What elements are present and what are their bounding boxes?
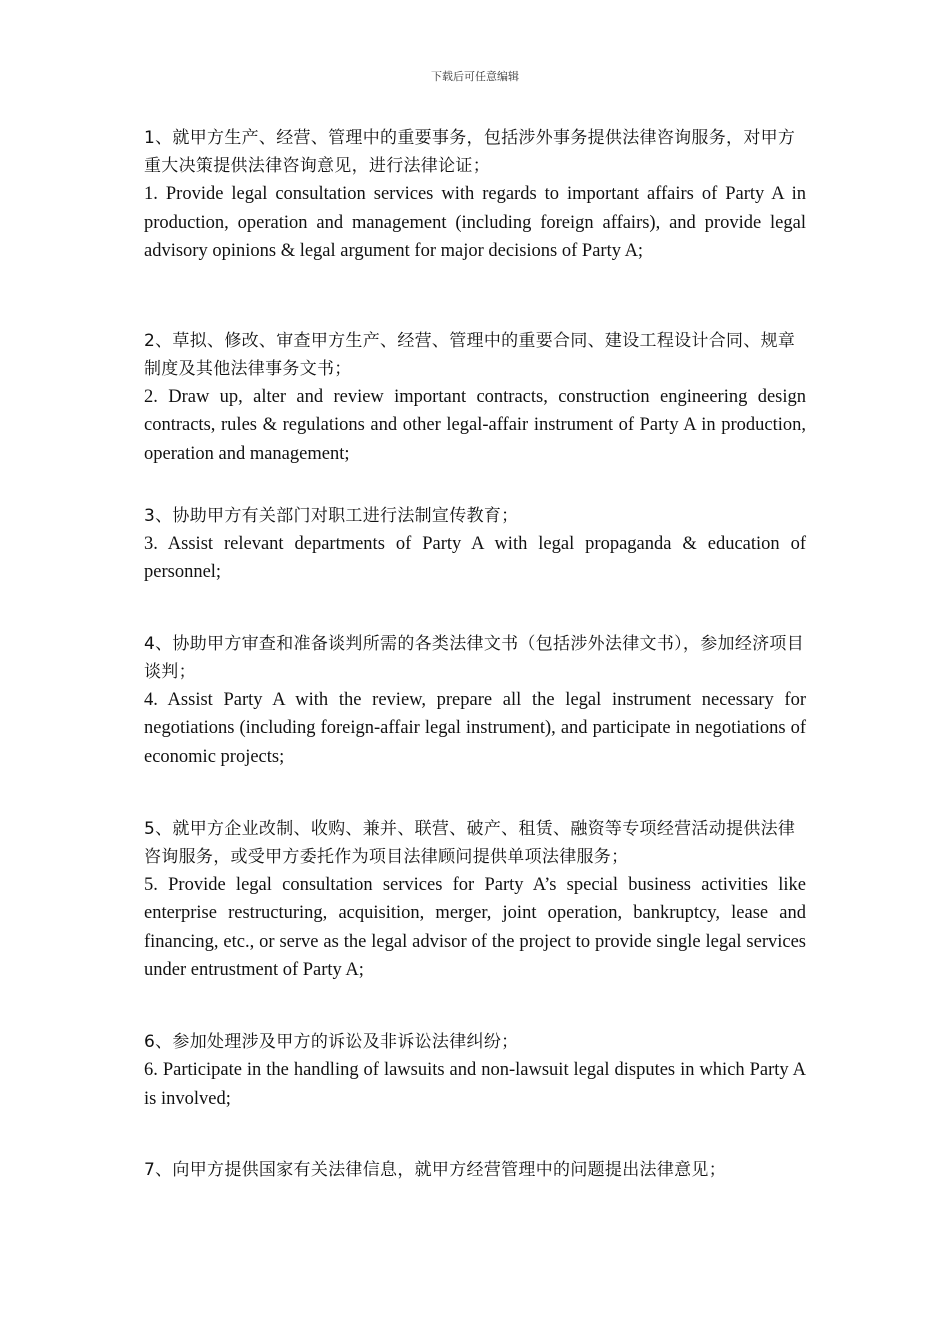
page-header-note: 下载后可任意编辑: [431, 70, 519, 83]
clause-5-english: 5. Provide legal consultation services for Party A’s special business activities like enterprise restructuring, acquisition, merger, joint operation, bankruptcy, lease and financing, etc., or serve as the legal advisor of the project to provide single legal services under entrustment of Party A;: [144, 874, 806, 981]
clause-7-chinese: 7、向甲方提供国家有关法律信息，就甲方经营管理中的问题提出法律意见；: [144, 1160, 727, 1181]
clause-6-english: 6. Participate in the handling of lawsuits and non-lawsuit legal disputes in which Party A is involved;: [144, 1059, 806, 1109]
clause-2-english: 2. Draw up, alter and review important contracts, construction engineering design contracts, rules & regulations and other legal-affair instrument of Party A in production, operation and management;: [144, 386, 806, 464]
clause-1-english: 1. Provide legal consultation services with regards to important affairs of Party A in production, operation and management (including foreign affairs), and provide legal advisory opinions & legal argument for major decisions of Party A;: [144, 184, 806, 262]
clause-7: [144, 1156, 806, 1184]
clause-5-chinese: 5、就甲方企业改制、收购、兼并、联营、破产、租赁、融资等专项经营活动提供法律咨询服务，或受甲方委托作为项目法律顾问提供单项法律服务；: [144, 818, 796, 867]
clause-6: [144, 1028, 806, 1113]
document-body: [144, 124, 806, 1184]
clause-3: [144, 502, 806, 587]
clause-4: [144, 630, 806, 772]
clause-6-chinese: 6、参加处理涉及甲方的诉讼及非诉讼法律纠纷；: [144, 1031, 519, 1052]
clause-4-chinese: 4、协助甲方审查和准备谈判所需的各类法律文书（包括涉外法律文书），参加经济项目谈判；: [144, 633, 805, 682]
clause-1-chinese: 1、就甲方生产、经营、管理中的重要事务，包括涉外事务提供法律咨询服务，对甲方重大决策提供法律咨询意见，进行法律论证；: [144, 128, 796, 176]
clause-5: [144, 815, 806, 985]
clause-3-chinese: 3、协助甲方有关部门对职工进行法制宣传教育；: [144, 505, 519, 526]
clause-1: [144, 124, 806, 266]
clause-2: [144, 327, 806, 469]
clause-3-english: 3. Assist relevant departments of Party A with legal propaganda & education of personnel;: [144, 533, 806, 583]
clause-4-english: 4. Assist Party A with the review, prepare all the legal instrument necessary for negotiations (including foreign-affair legal instrument), and participate in negotiations of economic projects;: [144, 689, 806, 767]
clause-2-chinese: 2、草拟、修改、审查甲方生产、经营、管理中的重要合同、建设工程设计合同、规章制度及其他法律事务文书；: [144, 330, 796, 379]
